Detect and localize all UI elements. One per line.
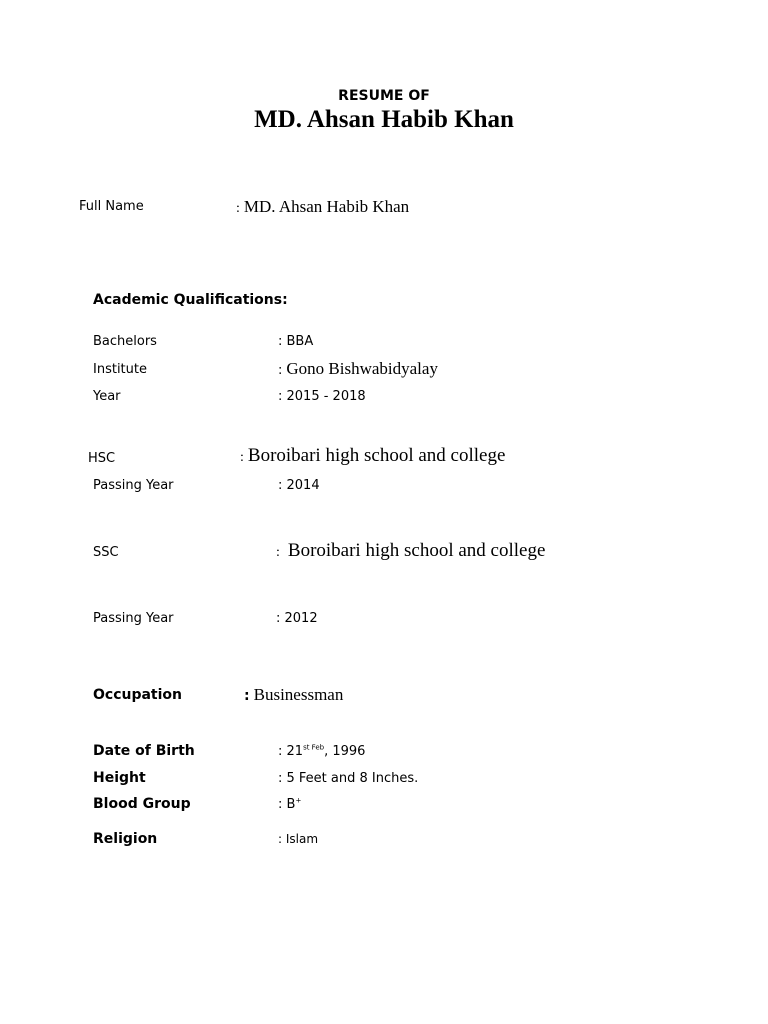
dob-label: Date of Birth bbox=[93, 743, 195, 759]
ssc-passing-label: Passing Year bbox=[93, 611, 174, 626]
institute-label: Institute bbox=[93, 362, 147, 377]
occupation-colon: : bbox=[244, 688, 250, 704]
full-name-colon: : bbox=[236, 201, 240, 216]
blood-group-sign: + bbox=[295, 796, 302, 805]
year-label: Year bbox=[93, 389, 121, 404]
occupation-value-row bbox=[244, 685, 343, 705]
blood-group-letter: : B bbox=[278, 797, 296, 812]
hsc-passing-value: : 2014 bbox=[278, 478, 320, 493]
hsc-colon: : bbox=[240, 450, 244, 465]
ssc-passing-value: : 2012 bbox=[276, 611, 318, 626]
year-value: : 2015 - 2018 bbox=[278, 389, 366, 404]
religion-value: : Islam bbox=[278, 832, 319, 846]
resume-title: RESUME OF bbox=[338, 88, 430, 104]
religion-label: Religion bbox=[93, 831, 158, 847]
hsc-value-row bbox=[240, 445, 505, 467]
ssc-label: SSC bbox=[93, 545, 119, 560]
institute-value-row bbox=[278, 359, 438, 379]
institute-value: Gono Bishwabidyalay bbox=[286, 359, 438, 378]
blood-group-value bbox=[278, 797, 301, 812]
hsc-label: HSC bbox=[88, 451, 116, 466]
bachelors-value: : BBA bbox=[278, 334, 314, 349]
dob-year: , 1996 bbox=[324, 744, 366, 759]
full-name-label: Full Name bbox=[79, 199, 144, 214]
bachelors-label: Bachelors bbox=[93, 334, 157, 349]
blood-group-label: Blood Group bbox=[93, 796, 191, 812]
dob-superscript: st Feb bbox=[303, 743, 325, 752]
dob-value bbox=[278, 744, 365, 759]
occupation-value: Businessman bbox=[253, 685, 344, 704]
hsc-passing-label: Passing Year bbox=[93, 478, 174, 493]
hsc-value: Boroibari high school and college bbox=[247, 445, 506, 466]
full-name-value-row bbox=[236, 197, 409, 217]
full-name-value: MD. Ahsan Habib Khan bbox=[243, 197, 410, 216]
height-label: Height bbox=[93, 770, 146, 786]
ssc-colon: : bbox=[276, 545, 280, 560]
height-value: : 5 Feet and 8 Inches. bbox=[278, 771, 419, 786]
ssc-value: Boroibari high school and college bbox=[287, 540, 546, 561]
resume-name-heading: MD. Ahsan Habib Khan bbox=[254, 106, 514, 133]
ssc-value-row bbox=[276, 540, 545, 562]
occupation-label: Occupation bbox=[93, 687, 183, 703]
institute-colon: : bbox=[278, 363, 283, 378]
dob-day: : 21 bbox=[278, 744, 304, 759]
academic-heading: Academic Qualifications: bbox=[93, 292, 288, 308]
